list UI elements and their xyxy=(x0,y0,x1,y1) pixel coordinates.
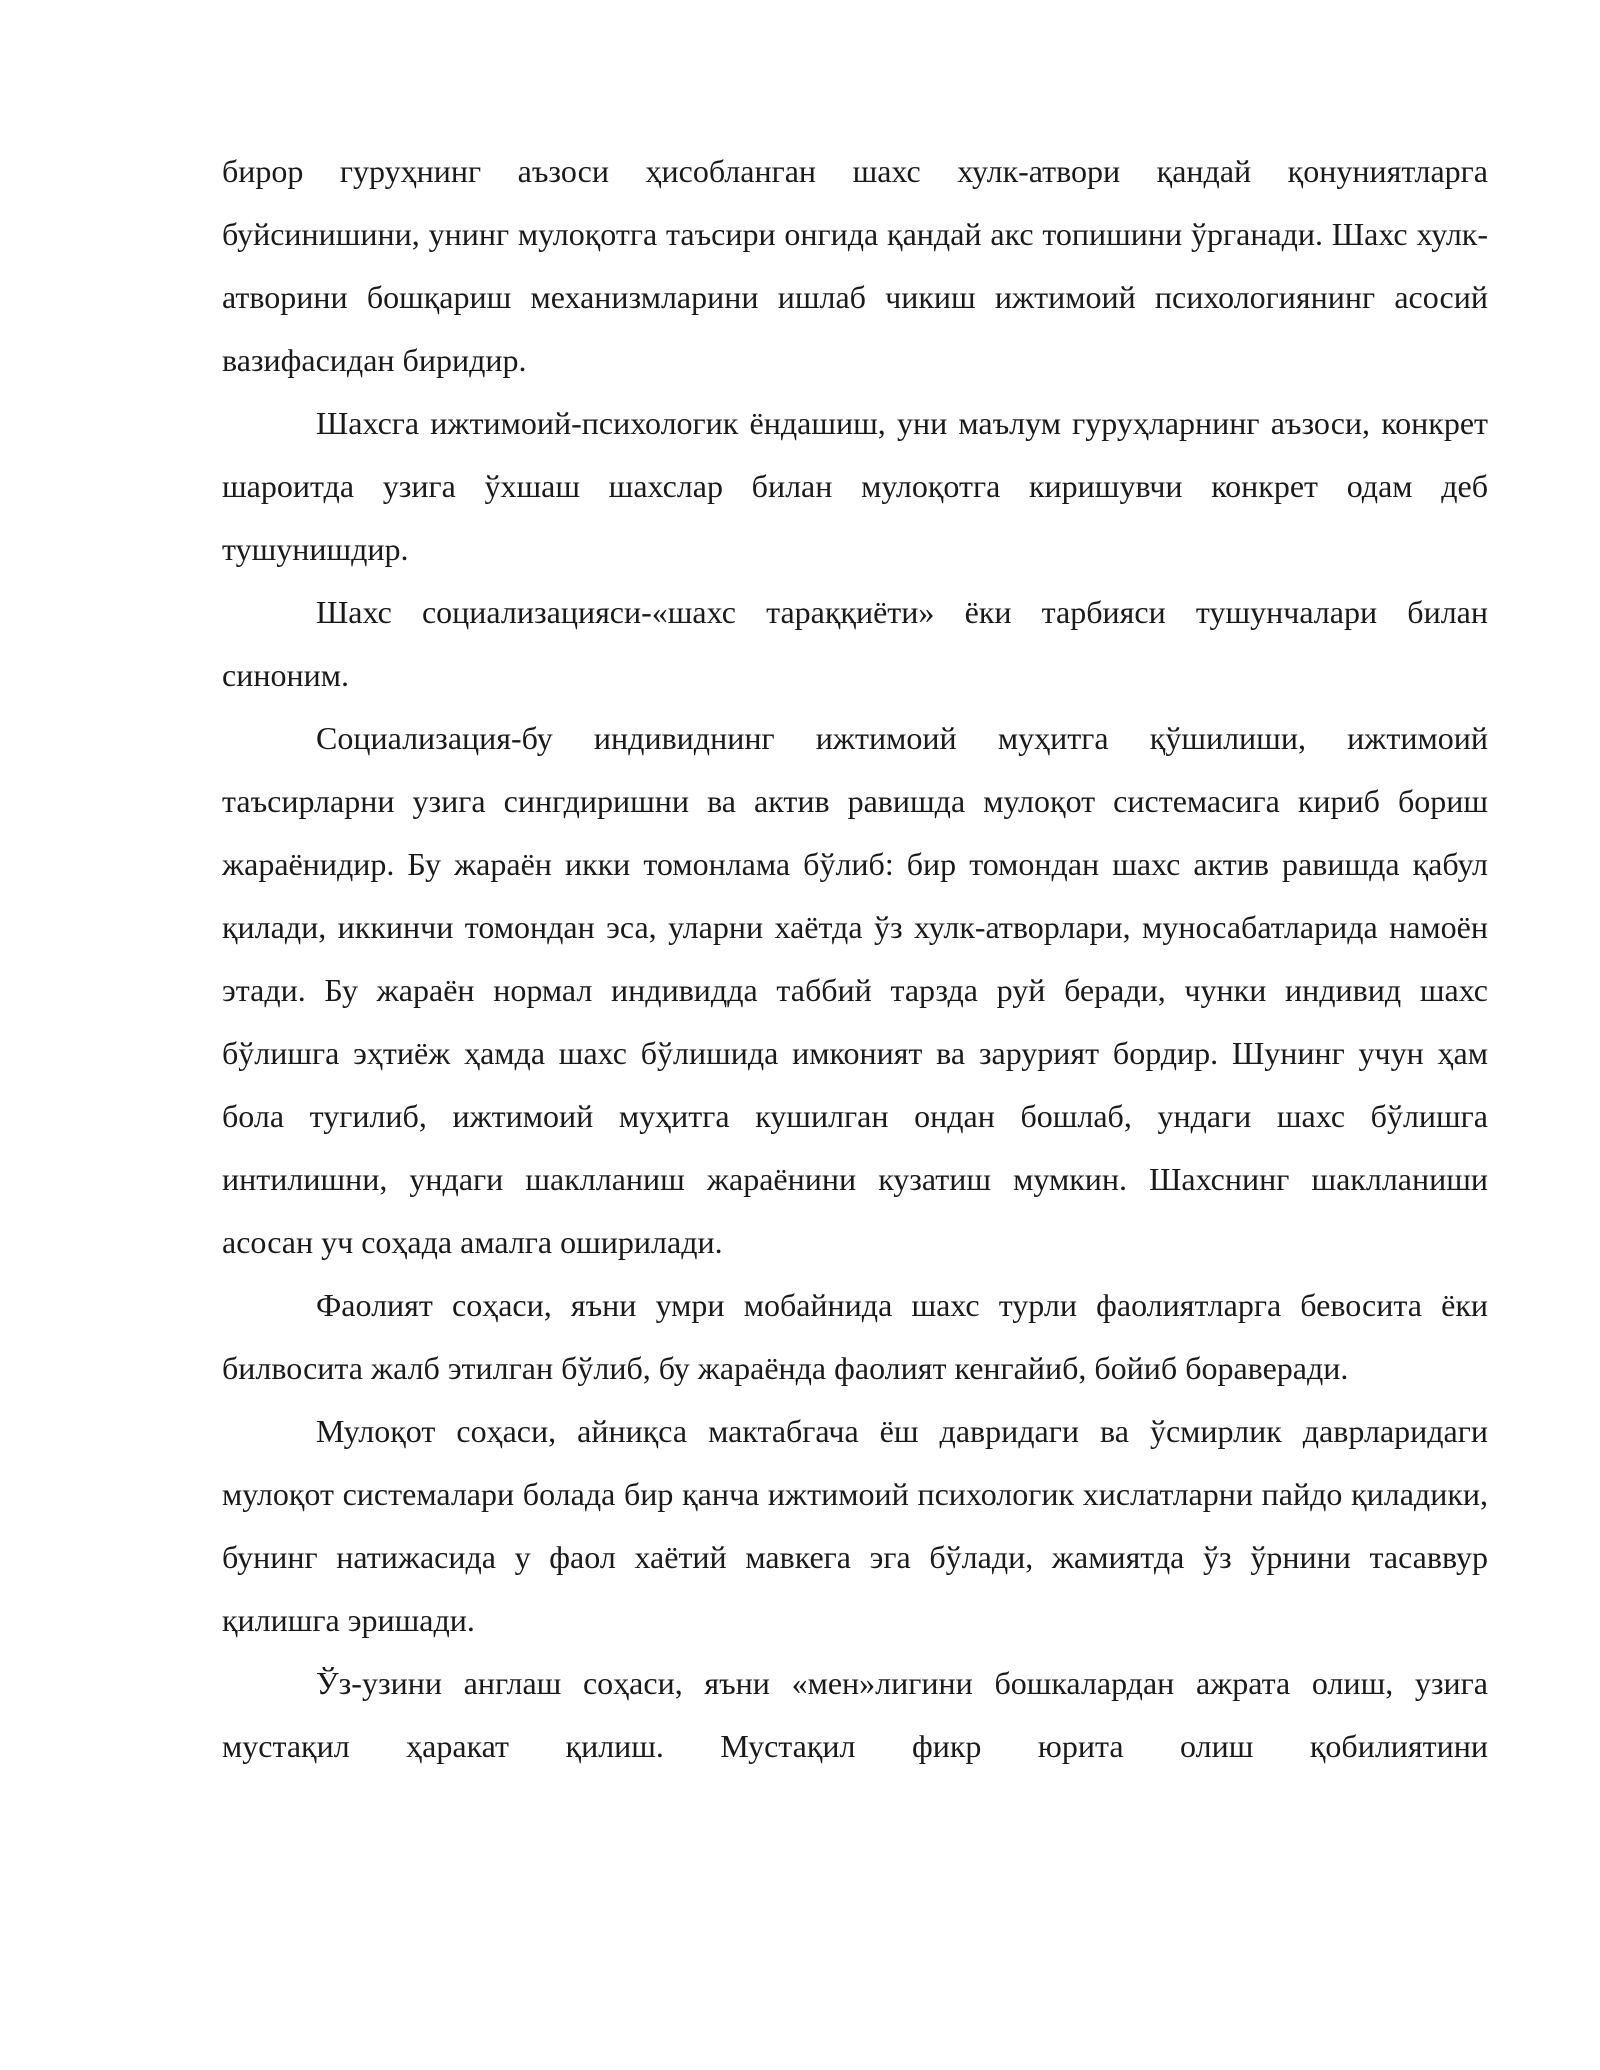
paragraph-5: Фаолият соҳаси, яъни умри мобайнида шахс турли фаолиятларга бевосита ёки билвосита жалб этилган бўлиб, бу жараёнда фаолият кенгайиб, бойиб бораверади. xyxy=(222,1287,1488,1386)
paragraph-7: Ўз-узини англаш соҳаси, яъни «мен»лигини бошкалардан ажрата олиш, узига мустақил ҳаракат қилиш. Мустақил фикр юрита олиш қобилиятини xyxy=(222,1665,1488,1764)
document-body xyxy=(222,140,1488,1778)
paragraph-3: Шахс социализацияси-«шахс тараққиёти» ёки тарбияси тушунчалари билан синоним. xyxy=(222,594,1488,693)
paragraph-6: Мулоқот соҳаси, айниқса мактабгача ёш давридаги ва ўсмирлик даврларидаги мулоқот системалари болада бир қанча ижтимоий психологик хислатларни пайдо қиладики, бунинг натижасида у фаол хаётий мавкега эга бўлади, жамиятда ўз ўрнини тасаввур қилишга эришади. xyxy=(222,1413,1488,1638)
paragraph-4: Социализация-бу индивиднинг ижтимоий муҳитга қўшилиши, ижтимоий таъсирларни узига сингдиришни ва актив равишда мулоқот системасига кириб бориш жараёнидир. Бу жараён икки томонлама бўлиб: бир томондан шахс актив равишда қабул қилади, иккинчи томондан эса, уларни хаётда ўз хулк-атворлари, муносабатларида намоён этади. Бу жараён нормал индивидда таббий тарзда руй беради, чунки индивид шахс бўлишга эҳтиёж ҳамда шахс бўлишида имконият ва зарурият бордир. Шунинг учун ҳам бола тугилиб, ижтимоий муҳитга кушилган ондан бошлаб, ундаги шахс бўлишга интилишни, ундаги шаклланиш жараёнини кузатиш мумкин. Шахснинг шаклланиши асосан уч соҳада амалга оширилади. xyxy=(222,720,1488,1260)
paragraph-2: Шахсга ижтимоий-психологик ёндашиш, уни маълум гуруҳларнинг аъзоси, конкрет шароитда узига ўхшаш шахслар билан мулоқотга киришувчи конкрет одам деб тушунишдир. xyxy=(222,405,1488,567)
paragraph-1: бирор гуруҳнинг аъзоси ҳисобланган шахс хулк-атвори қандай қонуниятларга буйсинишини, унинг мулоқотга таъсири онгида қандай акс топишини ўрганади. Шахс хулк-атворини бошқариш механизмларини ишлаб чикиш ижтимоий психологиянинг асосий вазифасидан биридир. xyxy=(222,153,1488,378)
